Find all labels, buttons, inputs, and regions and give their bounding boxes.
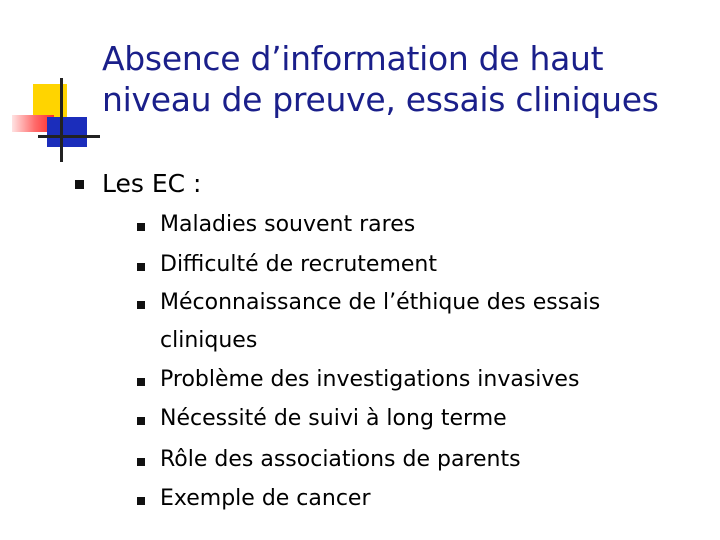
sub-bullet-square-icon (137, 223, 145, 231)
sub-bullet-item-continuation: cliniques (160, 328, 258, 353)
sub-bullet-item: Maladies souvent rares (160, 212, 416, 237)
logo-horizontal-line (38, 135, 100, 138)
sub-bullet-square-icon (137, 301, 145, 309)
sub-bullet-item: Difficulté de recrutement (160, 252, 437, 277)
main-bullet-text: Les EC : (102, 169, 202, 198)
sub-bullet-item: Rôle des associations de parents (160, 447, 521, 472)
logo-blue-square (47, 117, 87, 147)
slide-title (102, 38, 712, 120)
decorative-logo (0, 0, 100, 170)
bullet-square-icon (75, 180, 84, 189)
sub-bullet-square-icon (137, 497, 145, 505)
title-line-1: Absence d’information de haut (102, 39, 604, 78)
sub-bullet-item: Méconnaissance de l’éthique des essais (160, 290, 601, 315)
sub-bullet-item: Exemple de cancer (160, 486, 371, 511)
logo-vertical-line (60, 78, 63, 162)
sub-bullet-item: Nécessité de suivi à long terme (160, 406, 507, 431)
sub-bullet-item: Problème des investigations invasives (160, 367, 580, 392)
sub-bullet-square-icon (137, 378, 145, 386)
sub-bullet-square-icon (137, 263, 145, 271)
sub-bullet-square-icon (137, 458, 145, 466)
title-line-2: niveau de preuve, essais cliniques (102, 80, 659, 119)
sub-bullet-square-icon (137, 417, 145, 425)
